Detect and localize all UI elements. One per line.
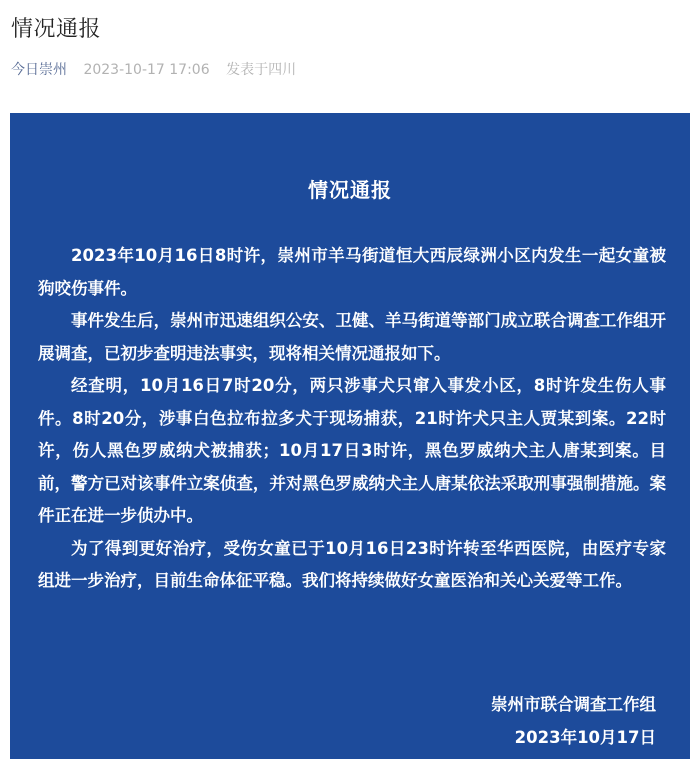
article-title: 情况通报 [11, 17, 102, 42]
notice-paragraph-3: 经查明，10月16日7时20分，两只涉事犬只窜入事发小区，8时许发生伤人事件。8时20分，涉事白色拉布拉多犬于现场捕获，21时许犬只主人贾某到案。22时许，伤人黑色罗威纳犬被捕获；10月17日3时许，黑色罗威纳犬主人唐某到案。目前，警方已对该事件立案侦查，并对黑色罗威纳犬主人唐某依法采取刑事强制措施。案件正在进一步侦办中。 [38, 376, 666, 525]
publish-location: 发表于四川 [226, 62, 297, 78]
article-meta [11, 60, 296, 80]
notice-image [10, 113, 690, 759]
publish-datetime: 2023-10-17 17:06 [83, 62, 210, 78]
signature-organization: 崇州市联合调查工作组 [491, 695, 656, 714]
signature-date: 2023年10月17日 [514, 727, 656, 747]
notice-paragraph-4: 为了得到更好治疗，受伤女童已于10月16日23时许转至华西医院，由医疗专家组进一步治疗，目前生命体征平稳。我们将持续做好女童医治和关心关爱等工作。 [38, 538, 666, 590]
notice-signature [491, 689, 656, 754]
account-name-link[interactable]: 今日崇州 [11, 62, 67, 78]
notice-paragraph-2: 事件发生后，崇州市迅速组织公安、卫健、羊马街道等部门成立联合调查工作组开展调查，已初步查明违法事实，现将相关情况通报如下。 [38, 311, 666, 363]
notice-body [38, 240, 666, 598]
notice-title: 情况通报 [308, 178, 392, 202]
notice-paragraph-1: 2023年10月16日8时许，崇州市羊马街道恒大西辰绿洲小区内发生一起女童被狗咬伤事件。 [38, 246, 666, 298]
